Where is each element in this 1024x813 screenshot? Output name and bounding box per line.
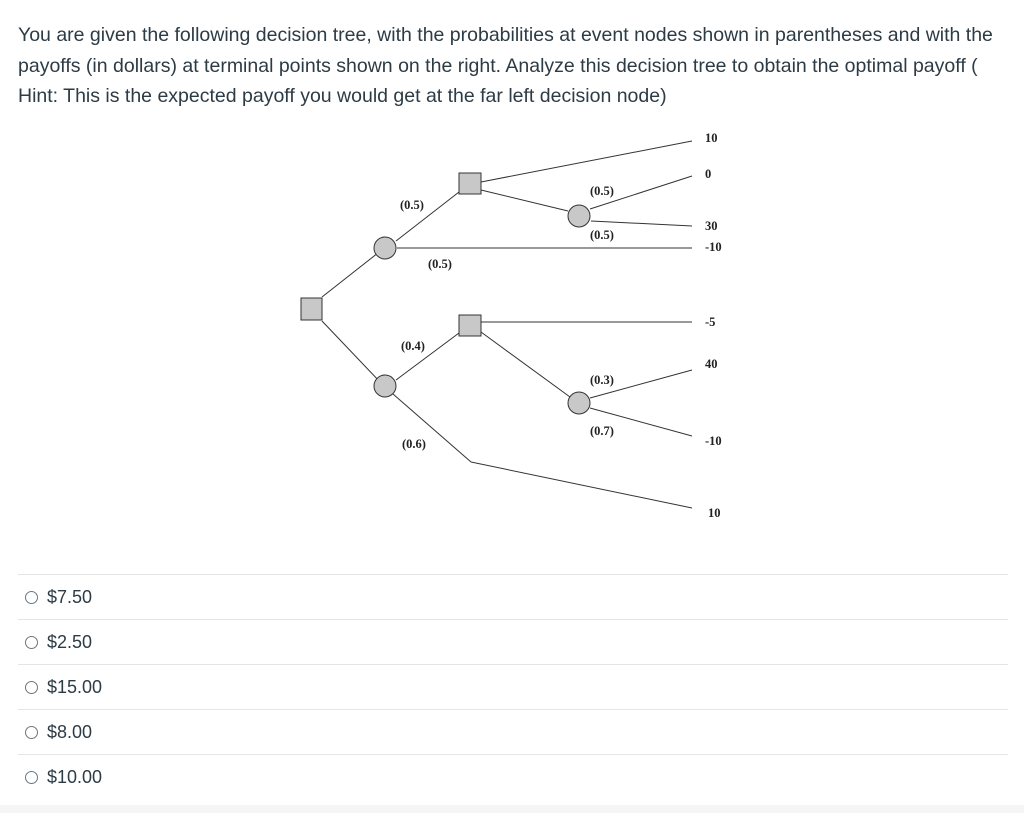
question-text: You are given the following decision tree, with the probabilities at event nodes shown in parentheses and with the payoffs (in dollars) at terminal points shown on the right. Analyze this decision tree to obtain the optimal payoff ( Hint: This is the expected payoff you would get at the far left decision node) — [18, 24, 993, 107]
probability-label: (0.6) — [402, 437, 426, 451]
payoff-label: -5 — [705, 315, 716, 329]
answer-label: $10.00 — [47, 766, 103, 787]
radio-button[interactable] — [25, 681, 38, 694]
tree-branch — [481, 141, 692, 182]
tree-branch — [471, 462, 692, 508]
payoff-label: 10 — [708, 506, 721, 520]
tree-branch — [591, 221, 692, 226]
tree-branch — [322, 249, 383, 297]
footer-strip — [0, 805, 1024, 813]
answer-label: $2.50 — [47, 631, 93, 652]
payoff-label: -10 — [705, 240, 722, 254]
root-decision-node — [301, 298, 322, 320]
radio-button[interactable] — [25, 771, 38, 784]
decision-node-upper — [459, 173, 481, 194]
probability-label: (0.5) — [428, 257, 452, 271]
probability-label: (0.4) — [401, 339, 425, 353]
probability-label: (0.5) — [400, 198, 424, 212]
radio-button[interactable] — [25, 726, 38, 739]
tree-branch — [481, 190, 568, 211]
answer-option[interactable] — [18, 755, 1008, 799]
answer-list — [18, 574, 1008, 799]
payoff-label: 0 — [705, 167, 712, 181]
chance-node-upper — [374, 237, 396, 259]
answer-label: $15.00 — [47, 676, 103, 697]
decision-node-lower — [459, 315, 481, 336]
payoff-label: -10 — [705, 434, 722, 448]
payoff-label: 40 — [705, 357, 718, 371]
probability-label: (0.5) — [590, 228, 614, 242]
answer-label: $8.00 — [47, 721, 93, 742]
chance-node-lower-right — [568, 392, 590, 414]
payoff-label: 10 — [705, 131, 718, 145]
chance-node-upper-right — [568, 205, 590, 227]
answer-option[interactable] — [18, 620, 1008, 665]
payoff-label: 30 — [705, 219, 718, 233]
tree-branch — [481, 332, 570, 397]
tree-branch — [393, 394, 471, 462]
answer-option[interactable] — [18, 665, 1008, 710]
probability-label: (0.7) — [590, 424, 614, 438]
radio-button[interactable] — [25, 591, 38, 604]
probability-label: (0.3) — [590, 373, 614, 387]
answer-label: $7.50 — [47, 586, 93, 607]
answer-option[interactable] — [18, 575, 1008, 620]
probability-label: (0.5) — [590, 184, 614, 198]
chance-node-lower — [374, 375, 396, 397]
tree-branch — [322, 321, 381, 383]
radio-button[interactable] — [25, 636, 38, 649]
answer-option[interactable] — [18, 710, 1008, 755]
